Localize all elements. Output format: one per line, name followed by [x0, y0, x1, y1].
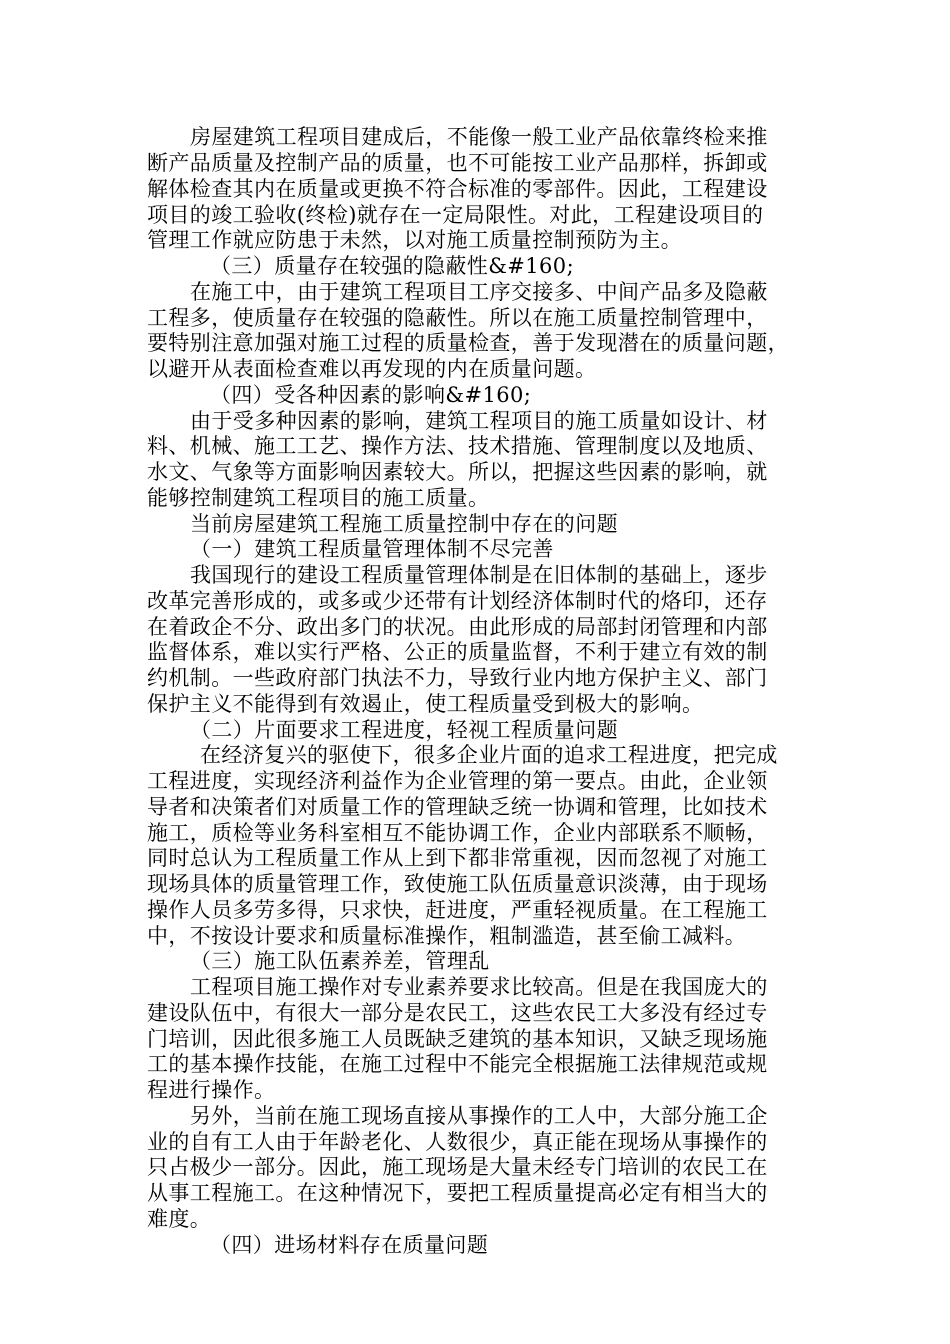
text-line: 门培训，因此很多施工人员既缺乏建筑的基本知识，又缺乏现场施 [147, 1027, 768, 1051]
text-line: 房屋建筑工程项目建成后，不能像一般工业产品依靠终检来推 [190, 125, 768, 149]
text-line: 约机制。一些政府部门执法不力，导致行业内地方保护主义、部门 [147, 666, 768, 690]
text-line: 管理工作就应防患于未然，以对施工质量控制预防为主。 [147, 228, 682, 252]
text-line: 业的自有工人由于年龄老化、人数很少，真正能在现场从事操作的 [147, 1130, 768, 1154]
text-line: 保护主义不能得到有效遏止，使工程质量受到极大的影响。 [147, 692, 704, 716]
text-line: 项目的竣工验收(终检)就存在一定局限性。对此，工程建设项目的 [147, 203, 764, 227]
section-heading: （二）片面要求工程进度，轻视工程质量问题 [190, 718, 618, 742]
text-line: 工程项目施工操作对专业素养要求比较高。但是在我国庞大的 [190, 975, 768, 999]
section-heading: （一）建筑工程质量管理体制不尽完善 [190, 537, 554, 561]
section-heading: （三）质量存在较强的隐蔽性&#160; [210, 254, 575, 278]
text-line: 料、机械、施工工艺、操作方法、技术措施、管理制度以及地质、 [147, 434, 768, 458]
text-line: 在着政企不分、政出多门的状况。由此形成的局部封闭管理和内部 [147, 615, 768, 639]
text-line: 改革完善形成的，或多或少还带有计划经济体制时代的烙印，还存 [147, 589, 768, 613]
text-line: 只占极少一部分。因此，施工现场是大量未经专门培训的农民工在 [147, 1155, 768, 1179]
text-line: 建设队伍中，有很大一部分是农民工，这些农民工大多没有经过专 [147, 1001, 768, 1025]
text-line: 从事工程施工。在这种情况下，要把工程质量提高必定有相当大的 [147, 1181, 768, 1205]
text-line: 能够控制建筑工程项目的施工质量。 [147, 486, 490, 510]
text-line: 解体检查其内在质量或更换不符合标准的零部件。因此，工程建设 [147, 177, 768, 201]
text-line: 现场具体的质量管理工作，致使施工队伍质量意识淡薄，由于现场 [147, 872, 768, 896]
text-line: 断产品质量及控制产品的质量，也不可能按工业产品那样，拆卸或 [147, 151, 768, 175]
section-heading: （三）施工队伍素养差，管理乱 [190, 949, 490, 973]
text-line: 另外，当前在施工现场直接从事操作的工人中，大部分施工企 [190, 1104, 768, 1128]
text-line: 在施工中，由于建筑工程项目工序交接多、中间产品多及隐蔽 [190, 280, 768, 304]
chapter-heading: 当前房屋建筑工程施工质量控制中存在的问题 [190, 512, 618, 536]
text-line: 工的基本操作技能，在施工过程中不能完全根据施工法律规范或规 [147, 1052, 768, 1076]
text-line: 在经济复兴的驱使下，很多企业片面的追求工程进度，把完成 [200, 743, 778, 767]
text-line: 操作人员多劳多得，只求快，赶进度，严重轻视质量。在工程施工 [147, 898, 768, 922]
text-line: 程进行操作。 [147, 1078, 276, 1102]
text-line: 监督体系，难以实行严格、公正的质量监督，不利于建立有效的制 [147, 640, 768, 664]
text-line: 难度。 [147, 1207, 212, 1231]
text-line: 施工，质检等业务科室相互不能协调工作，企业内部联系不顺畅， [147, 821, 768, 845]
section-heading: （四）受各种因素的影响&#160; [210, 383, 532, 407]
text-line: 中，不按设计要求和质量标准操作，粗制滥造，甚至偷工减料。 [147, 924, 747, 948]
text-line: 以避开从表面检查难以再发现的内在质量问题。 [147, 357, 597, 381]
text-line: 工程进度，实现经济利益作为企业管理的第一要点。由此，企业领 [147, 769, 768, 793]
text-line: 同时总认为工程质量工作从上到下都非常重视，因而忽视了对施工 [147, 846, 768, 870]
text-line: 工程多，使质量存在较强的隐蔽性。所以在施工质量控制管理中， [147, 306, 768, 330]
text-line: 水文、气象等方面影响因素较大。所以，把握这些因素的影响，就 [147, 460, 768, 484]
text-line: 导者和决策者们对质量工作的管理缺乏统一协调和管理，比如技术 [147, 795, 768, 819]
text-line: 我国现行的建设工程质量管理体制是在旧体制的基础上，逐步 [190, 563, 768, 587]
text-line: 要特别注意加强对施工过程的质量检查，善于发现潜在的质量问题， [147, 331, 789, 355]
text-line: 由于受多种因素的影响，建筑工程项目的施工质量如设计、材 [190, 409, 768, 433]
section-heading: （四）进场材料存在质量问题 [210, 1233, 489, 1257]
